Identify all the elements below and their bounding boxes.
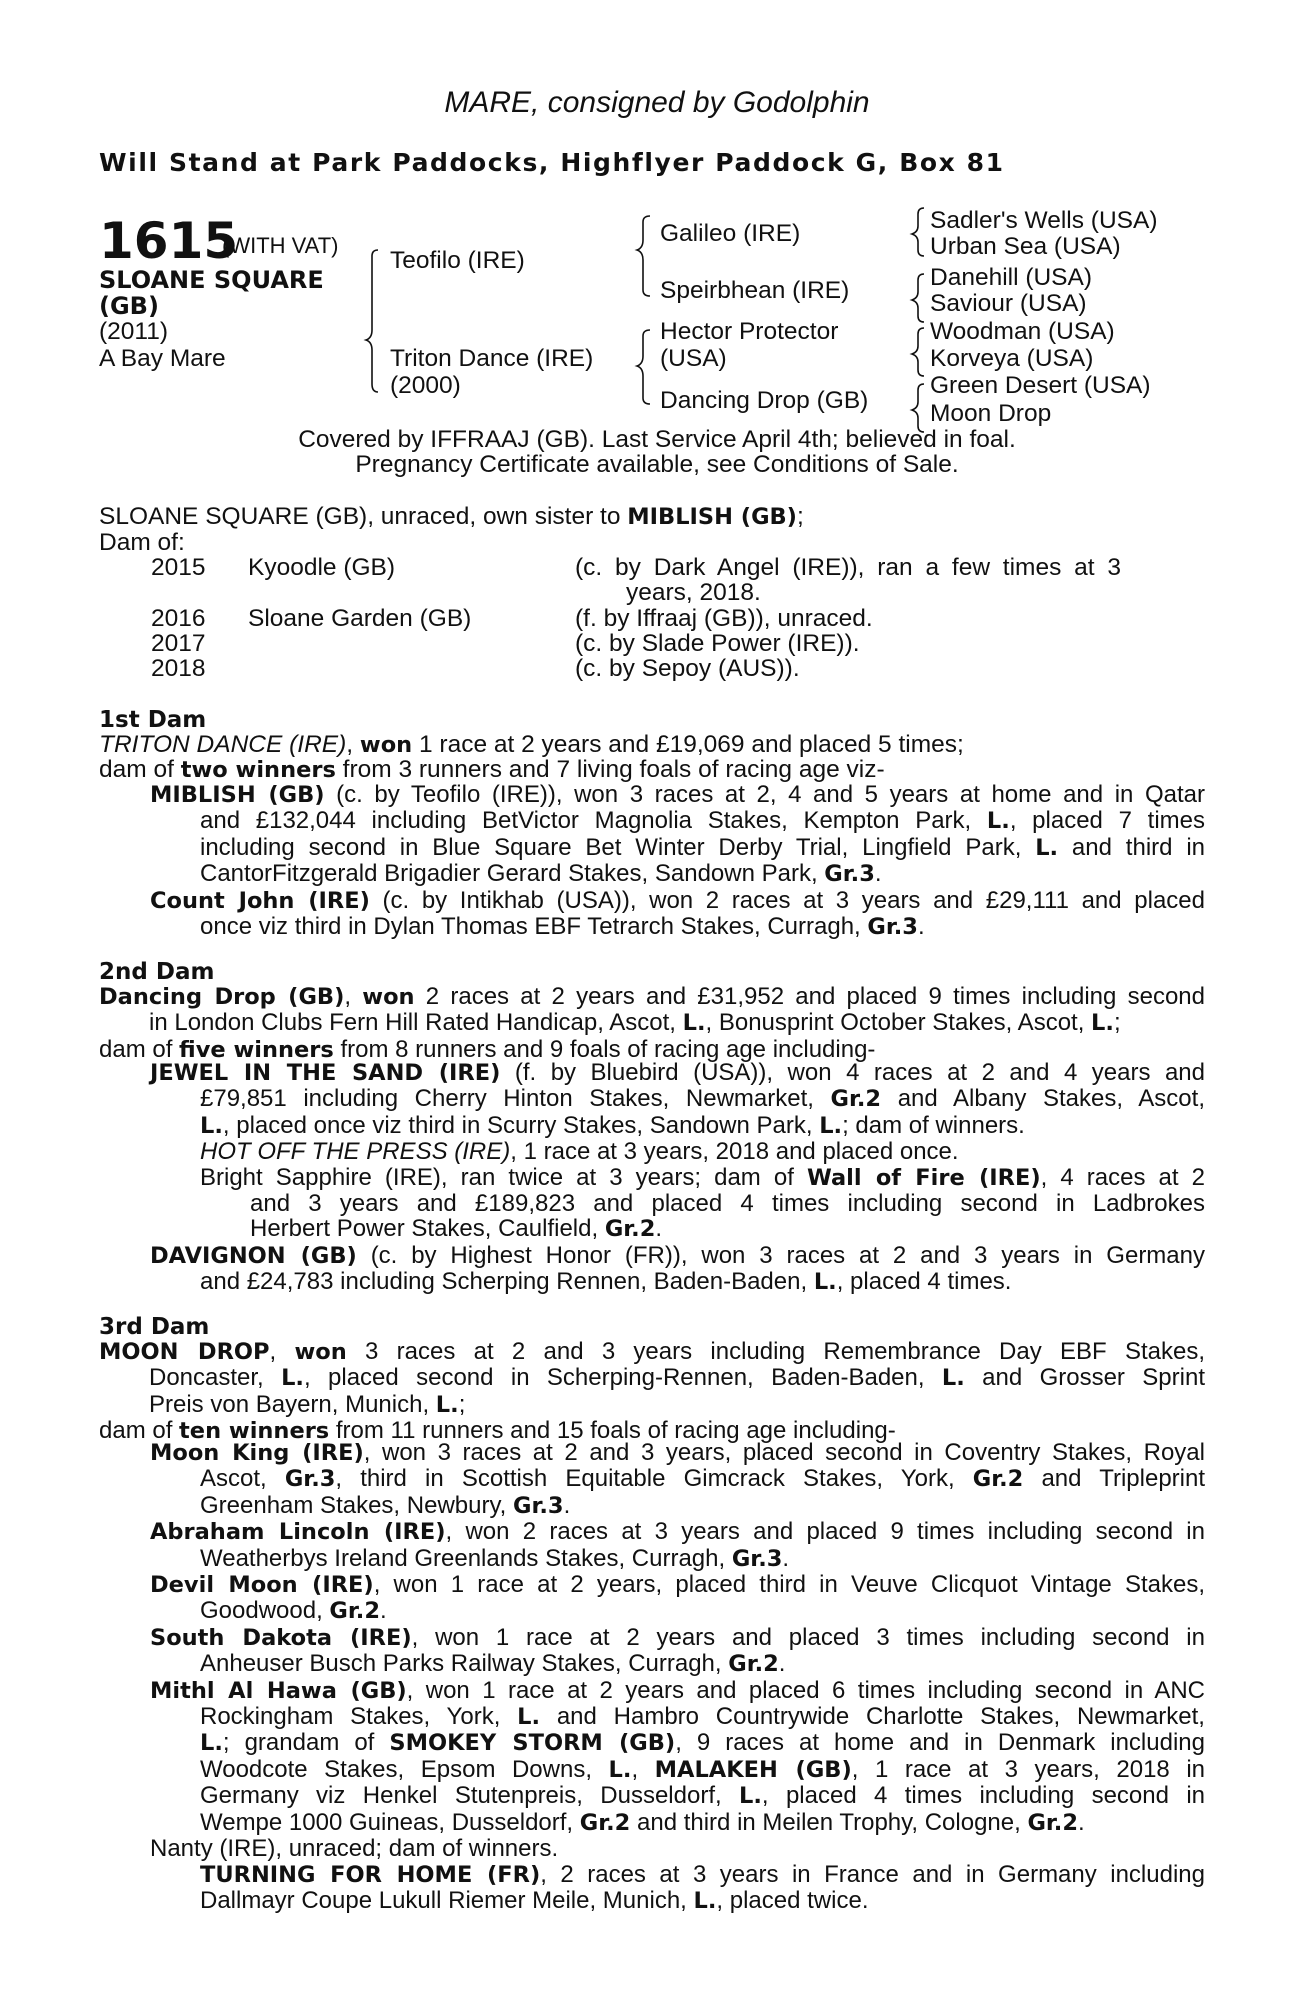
won-label: won [294,1339,347,1365]
text: from 11 runners and 15 foals of racing age including- [329,1417,896,1445]
foal-note: (c. by Sepoy (AUS)). [575,655,800,682]
horse-name: MALAKEH (GB) [654,1756,852,1783]
entry-line [99,984,1205,1010]
brace-sire [637,216,650,296]
foal-note: (f. by Iffraaj (GB)), unraced. [575,605,873,632]
text: , 1 race at 3 years, 2018 in [851,1755,1205,1783]
text: once viz third in Dylan Thomas EBF Tetrarch Stakes, Curragh, [200,913,868,941]
horse-name: MIBLISH (GB) [150,782,325,808]
text: CantorFitzgerald Brigadier Gerard Stakes, Sandown Park, [200,860,825,888]
text: and 3 years and £189,823 and placed 4 times including second in Ladbrokes [250,1190,1205,1218]
race-grade: L. [200,1730,223,1757]
race-grade: L. [986,808,1010,835]
text: , 4 races at 2 [1040,1163,1205,1191]
intro-sibling: MIBLISH (GB) [627,504,797,530]
race-grade: L. [1035,834,1059,861]
text: and £132,044 including BetVictor Magnolia Stakes, Kempton Park, [200,807,987,835]
text: , Bonusprint October Stakes, Ascot, [705,1009,1092,1037]
third-dam-heading: 3rd Dam [99,1314,210,1340]
text: 1 race at 2 years and £19,069 and placed 5 times; [412,731,964,758]
text: , placed second in Scherping-Rennen, Baden-Baden, [303,1364,942,1392]
text: Nanty (IRE), unraced; dam of winners. [150,1835,559,1863]
entry-line [150,1139,1205,1164]
race-grade: L. [819,1112,843,1139]
entry-line [99,1365,1205,1391]
entry-line [150,782,1205,808]
entry-line [99,1339,1205,1365]
entry-line [150,1243,1205,1269]
winners-count: five winners [179,1036,334,1063]
second-dam-paragraph [99,984,1205,1063]
race-grade: Gr.3 [513,1492,564,1519]
text: dam of [99,756,181,783]
pedigree-g-sds: Danehill (USA) [930,264,1093,291]
foal-year: 2017 [151,630,206,657]
pedigree-dam-year: (2000) [390,372,461,399]
won-label: won [362,984,415,1010]
race-grade: Gr.2 [604,1216,656,1243]
text: ; grandam of [222,1729,390,1757]
text: , won 1 race at 2 years, placed third in Veuve Clicquot Vintage Stakes, [373,1571,1205,1599]
horse-name: Count John (IRE) [150,887,370,914]
text: , third in Scottish Equitable Gimcrack Stakes, York, [335,1465,973,1493]
foal-name: Sloane Garden (GB) [248,605,472,632]
pedigree-g-sss: Sadler's Wells (USA) [930,207,1158,234]
horse-name: South Dakota (IRE) [150,1624,412,1651]
horse-name: Devil Moon (IRE) [150,1572,374,1599]
text: and Albany Stakes, Ascot, [881,1085,1205,1113]
pedigree-sire-sire: Galileo (IRE) [660,220,801,247]
text: (c. by Intikhab (USA)), won 2 races at 3 years and £29,111 and placed [369,886,1205,914]
text: Germany viz Henkel Stutenpreis, Dusseldorf, [200,1782,740,1810]
entry-line [150,1810,1205,1836]
text: Greenham Stakes, Newbury, [200,1491,514,1519]
race-grade: L. [739,1783,762,1810]
text: (c. by Highest Honor (FR)), won 3 races at 2 and 3 years in Germany [356,1241,1205,1269]
entry-line [150,1678,1205,1704]
race-grade: L. [693,1887,717,1914]
race-grade: Gr.2 [972,1466,1024,1493]
covered-line: Covered by IFFRAAJ (GB). Last Service April 4th; believed in foal. [298,426,1016,453]
text: and Grosser Sprint [964,1364,1205,1392]
entry-line [150,1730,1205,1756]
entry-line [150,1191,1205,1216]
intro-punct: ; [796,503,804,530]
entry-line [150,1216,1205,1242]
text: Wempe 1000 Guineas, Dusseldorf, [200,1808,580,1836]
race-grade: Gr.3 [867,914,918,941]
race-grade: L. [200,1112,223,1139]
race-grade: L. [517,1704,541,1731]
text: , placed 4 times including second in [761,1782,1206,1810]
entry-line [150,1269,1205,1295]
text: Herbert Power Stakes, Caulfield, [250,1215,605,1243]
text: Rockingham Stakes, York, [200,1703,518,1731]
race-grade: Gr.2 [728,1651,779,1678]
foal-note: (c. by Slade Power (IRE)). [575,630,860,657]
pedigree-dam: Triton Dance (IRE) [390,345,594,372]
foal-name: Kyoodle (GB) [248,554,396,581]
foal-note-cont: years, 2018. [626,579,761,606]
foal-note: (c. by Dark Angel (IRE)), ran a few times at 3 [575,554,1121,581]
dam-name: TRITON DANCE (IRE) [99,731,347,758]
third-dam-paragraph [99,1339,1205,1445]
entry-line [150,1888,1205,1914]
first-dam-produce-line [99,757,885,783]
foal-year: 2018 [151,655,206,682]
text: including second in Blue Square Bet Winter Derby Trial, Lingfield Park, [200,833,1036,861]
entry-line [99,1010,1205,1036]
won-label: won [359,732,413,758]
text: Goodwood, [200,1597,330,1625]
brace-sd [912,274,924,322]
race-grade: Gr.2 [329,1598,380,1625]
text: and £24,783 including Scherping Rennen, Baden-Baden, [200,1268,814,1296]
text: 2 races at 2 years and £31,952 and placed 9 times including second [414,983,1205,1010]
winners-count: ten winners [179,1418,330,1445]
text: from 3 runners and 7 living foals of racing age viz- [335,756,885,783]
race-grade: Gr.2 [1027,1809,1079,1836]
entry-line [150,1440,1205,1466]
entry-line [150,1862,1205,1888]
entry-line [150,1757,1205,1783]
pedigree-dam-sire-suffix: (USA) [660,345,727,372]
text: ; dam of winners. [842,1111,1025,1139]
entry-line [150,1546,1205,1572]
race-grade: L. [682,1010,706,1037]
entry-line [150,888,1205,914]
horse-name: DAVIGNON (GB) [150,1242,357,1269]
entry-line [150,1493,1205,1519]
race-grade: Gr.3 [284,1466,336,1493]
pedigree-g-sdd: Saviour (USA) [930,290,1087,317]
entry-line [150,1519,1205,1545]
pedigree-dam-dam: Dancing Drop (GB) [660,387,869,414]
horse-name: Wall of Fire (IRE) [806,1164,1041,1191]
pedigree-dam-sire: Hector Protector [660,318,839,345]
horse-name: TURNING FOR HOME (FR) [200,1861,541,1888]
text: . [1078,1808,1085,1836]
second-dam-heading: 2nd Dam [99,959,215,985]
text: , placed 4 times. [836,1268,1012,1296]
pregnancy-line: Pregnancy Certificate available, see Conditions of Sale. [355,451,959,478]
entry-line [99,1392,1205,1418]
race-grade: L. [608,1756,632,1783]
text: , [269,1338,295,1365]
brace-dam [637,330,650,404]
entry-jewel [150,1060,1205,1296]
text: , won 1 race at 2 years and placed 3 times including second in [411,1623,1205,1651]
text: . [874,860,882,888]
text: , 2 races at 3 years in France and in Germany including [540,1860,1205,1888]
stand-location: Will Stand at Park Paddocks, Highflyer Paddock G, Box 81 [99,148,1005,177]
lot-number: 1615 [99,212,239,270]
horse-description: A Bay Mare [99,345,226,372]
dam-name: MOON DROP [99,1339,270,1365]
horse-name: Mithl Al Hawa (GB) [150,1677,407,1704]
text: , 1 race at 3 years, 2018 and placed once. [510,1138,959,1166]
race-grade: Gr.2 [830,1086,882,1113]
winners-count: two winners [180,757,336,783]
horse-name: JEWEL IN THE SAND (IRE) [150,1060,501,1086]
dam-of-label: Dam of: [99,529,185,556]
foaling-year: (2011) [99,318,169,345]
entry-line [150,1086,1205,1112]
horse-name-suffix: (GB) [99,292,159,320]
text: 3 races at 2 and 3 years including Remembrance Day EBF Stakes, [346,1338,1205,1365]
brace-dd [912,384,924,432]
race-grade: L. [941,1365,965,1392]
text: , [631,1755,655,1783]
pedigree-sire-dam: Speirbhean (IRE) [660,277,850,304]
intro-text: SLOANE SQUARE (GB), unraced, own sister to [99,503,628,530]
entry-line [150,808,1205,834]
text: ; [458,1390,466,1418]
text: , [344,983,363,1010]
text: , won 3 races at 2 and 3 years, placed second in Coventry Stakes, Royal [363,1439,1205,1466]
pedigree-g-dsd: Korveya (USA) [930,345,1094,372]
text: , won 1 race at 2 years and placed 6 times including second in ANC [406,1676,1205,1704]
pedigree-sire: Teofilo (IRE) [390,247,525,274]
entry-line [150,1625,1205,1651]
horse-name: SMOKEY STORM (GB) [389,1730,676,1757]
text: Dallmayr Coupe Lukull Riemer Meile, Munich, [200,1886,694,1914]
text: ; [1113,1009,1121,1037]
text: and Hambro Countrywide Charlotte Stakes, Newmarket, [540,1703,1205,1731]
text: dam of [99,1035,180,1063]
entry-line [150,1572,1205,1598]
horse-name: Abraham Lincoln (IRE) [150,1519,446,1546]
text: Weatherbys Ireland Greenlands Stakes, Curragh, [200,1544,732,1572]
text: £79,851 including Cherry Hinton Stakes, Newmarket, [200,1085,831,1113]
race-grade: L. [435,1391,459,1418]
text: . [917,913,925,941]
intro-line [99,504,804,530]
text: in London Clubs Fern Hill Rated Handicap, Ascot, [149,1009,683,1037]
text: , [346,731,360,758]
text: . [778,1650,786,1678]
race-grade: Gr.3 [731,1545,783,1572]
dam-name: Dancing Drop (GB) [99,984,345,1010]
entry-line [150,1060,1205,1086]
entry-line [150,1651,1205,1677]
entry-line [150,1113,1205,1139]
race-grade: L. [281,1365,304,1392]
horse-name: HOT OFF THE PRESS (IRE) [200,1138,511,1166]
text: Ascot, [200,1465,285,1493]
foal-year: 2015 [151,554,206,581]
entry-miblish [150,782,1205,940]
text: , placed twice. [716,1886,869,1914]
entry-line [150,1783,1205,1809]
entry-line [150,1836,1205,1861]
page-title: MARE, consigned by Godolphin [444,86,870,119]
pedigree-g-ddd: Moon Drop [930,400,1052,427]
brace-main [366,250,378,392]
first-dam-line [99,732,964,758]
brace-ss [912,208,924,256]
entry-line [150,1466,1205,1492]
text: , 9 races at home and in Denmark including [675,1729,1205,1757]
text: Anheuser Busch Parks Railway Stakes, Curragh, [200,1650,729,1678]
text: Woodcote Stakes, Epsom Downs, [200,1755,609,1783]
pedigree-g-dss: Woodman (USA) [930,318,1115,345]
text: Preis von Bayern, Munich, [149,1390,436,1418]
entry-line [150,914,1205,940]
text: and Tripleprint [1023,1465,1206,1493]
race-grade: L. [1091,1010,1114,1037]
text: from 8 runners and 9 foals of racing age including- [333,1035,876,1063]
vat-label: (WITH VAT) [222,233,339,258]
text: , placed 7 times [1009,807,1205,835]
pedigree-g-ssd: Urban Sea (USA) [930,233,1121,260]
entry-line [150,1704,1205,1730]
first-dam-heading: 1st Dam [99,707,207,733]
race-grade: L. [813,1269,837,1296]
text: and third in Meilen Trophy, Cologne, [630,1808,1028,1836]
entry-line [150,1598,1205,1624]
text: , won 2 races at 3 years and placed 9 times including second in [445,1518,1205,1546]
text: . [782,1544,790,1572]
text: (c. by Teofilo (IRE)), won 3 races at 2, 4 and 5 years at home and in Qatar [324,781,1205,808]
pedigree-g-dds: Green Desert (USA) [930,372,1151,399]
text: and third in [1058,833,1205,861]
brace-ds [912,328,924,376]
foal-year: 2016 [151,605,206,632]
race-grade: Gr.2 [579,1809,631,1836]
race-grade: Gr.3 [824,861,875,888]
text: (f. by Bluebird (USA)), won 4 races at 2 and 4 years and [500,1059,1206,1086]
entry-line [150,835,1205,861]
horse-name: Moon King (IRE) [150,1440,364,1466]
text: . [563,1491,571,1519]
entry-line [150,861,1205,887]
horse-name: SLOANE SQUARE [99,266,324,294]
text: dam of [99,1417,180,1445]
text: . [379,1597,387,1625]
text: , placed once viz third in Scurry Stakes, Sandown Park, [222,1111,820,1139]
entry-line [150,1165,1205,1191]
text: . [655,1215,663,1243]
text: Doncaster, [149,1364,282,1392]
third-dam-entries [150,1440,1205,1914]
text: Bright Sapphire (IRE), ran twice at 3 years; dam of [200,1163,807,1191]
